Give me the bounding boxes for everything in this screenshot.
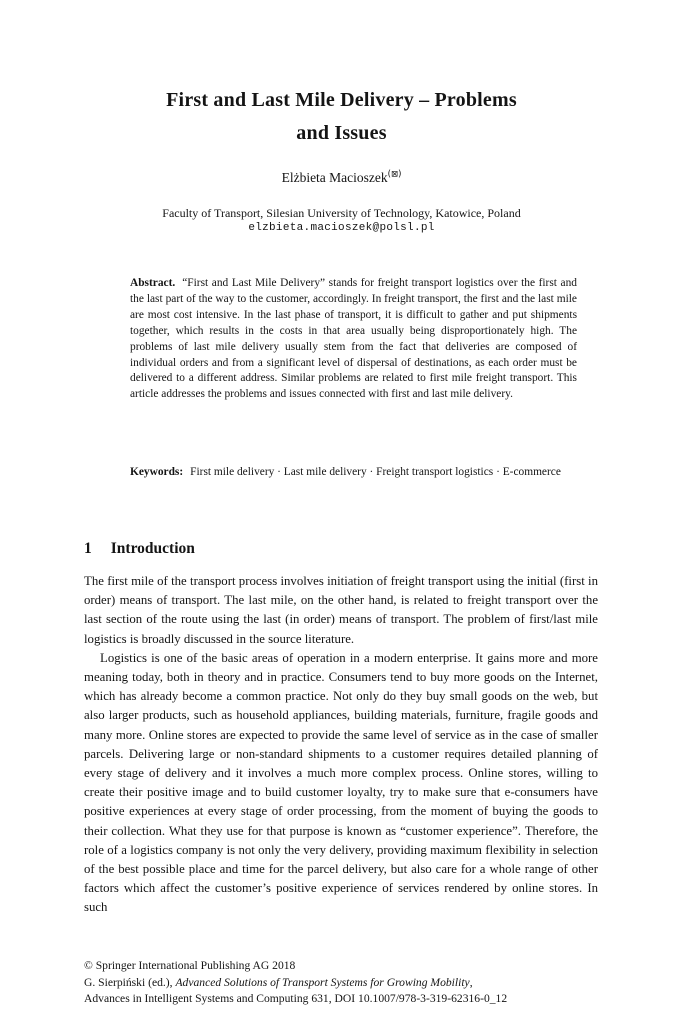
author-email: elzbieta.macioszek@polsl.pl xyxy=(248,222,435,234)
paper-title-line-2: and Issues xyxy=(296,122,387,144)
section-number: 1 xyxy=(84,540,92,557)
author-name: Elżbieta Macioszek xyxy=(281,170,388,185)
footer-book-title: Advanced Solutions of Transport Systems for Growing Mobility xyxy=(175,975,470,989)
paper-title-line-1: First and Last Mile Delivery – Problems xyxy=(166,89,517,111)
footer-book-title-suffix: , xyxy=(469,975,473,989)
abstract-label: Abstract. xyxy=(130,277,176,289)
author-line xyxy=(0,170,683,186)
body-text xyxy=(84,572,598,918)
keywords-block xyxy=(130,464,577,480)
footer-imprint xyxy=(84,958,604,1008)
footer-copyright: © Springer International Publishing AG 2018 xyxy=(84,959,296,972)
footer-editor-line xyxy=(84,975,604,992)
abstract-text: “First and Last Mile Delivery” stands for freight transport logistics over the first and the last part of the way to the customer, accordingly. In freight transport, the first and the last mile are most cost intensive. In the last phase of transport, it is difficult to gather and put shipments together, which results in the costs in that area usually being disproportionately high. The problems of last mile delivery usually stem from the fact that deliveries are composed of individual orders and from a significant level of dispersal of destinations, as each order must be delivered to a different address. Similar problems are related to first mile freight transport. This article addresses the problems and issues connected with first and last mile delivery. xyxy=(130,277,577,401)
paragraph: Logistics is one of the basic areas of operation in a modern enterprise. It gains more and more meaning today, both in theory and in practice. Consumers tend to buy more goods on the Internet, which has already become a common practice. Not only do they buy small goods on the web, but also larger products, such as household appliances, building materials, furniture, fragile goods and many more. Online stores are expected to provide the same level of service as in the case of smaller parcels. Delivering large or non-standard shipments to a customer requires detailed planning of every stage of delivery and it involves a much more complex process. Online stores, willing to create their positive image and to build customer loyalty, try to make sure that e-consumers have positive experiences at every stage of order processing, from the moment of buying the goods to their collection. What they use for that purpose is known as “customer experience”. Therefore, the role of a logistics company is not only the very delivery, providing maximum flexibility in selection of the best possible place and time for the parcel delivery, but also care for a whole range of other factors which affect the customer’s positive experience of services rendered by online stores. In such xyxy=(84,650,598,915)
envelope-icon: (⊠) xyxy=(387,169,402,180)
keywords-text: First mile delivery · Last mile delivery · Freight transport logistics · E-commerce xyxy=(190,466,561,478)
abstract-block xyxy=(130,276,577,403)
footer-editor: G. Sierpiński (ed.), xyxy=(84,975,176,989)
footer-series-doi: Advances in Intelligent Systems and Computing 631, DOI 10.1007/978-3-319-62316-0_12 xyxy=(84,992,508,1005)
affiliation: Faculty of Transport, Silesian University of Technology, Katowice, Poland xyxy=(162,206,521,220)
section-heading xyxy=(84,540,598,558)
keywords-label: Keywords: xyxy=(130,466,184,478)
paper-title xyxy=(0,84,683,150)
paragraph: The first mile of the transport process involves initiation of freight transport using the initial (first in order) means of transport. The last mile, on the other hand, is related to freight transport over the last section of the route using the last (in order) means of transport. The problem of first/last mile logistics is broadly discussed in the source literature. xyxy=(84,574,598,646)
section-title: Introduction xyxy=(110,540,195,557)
